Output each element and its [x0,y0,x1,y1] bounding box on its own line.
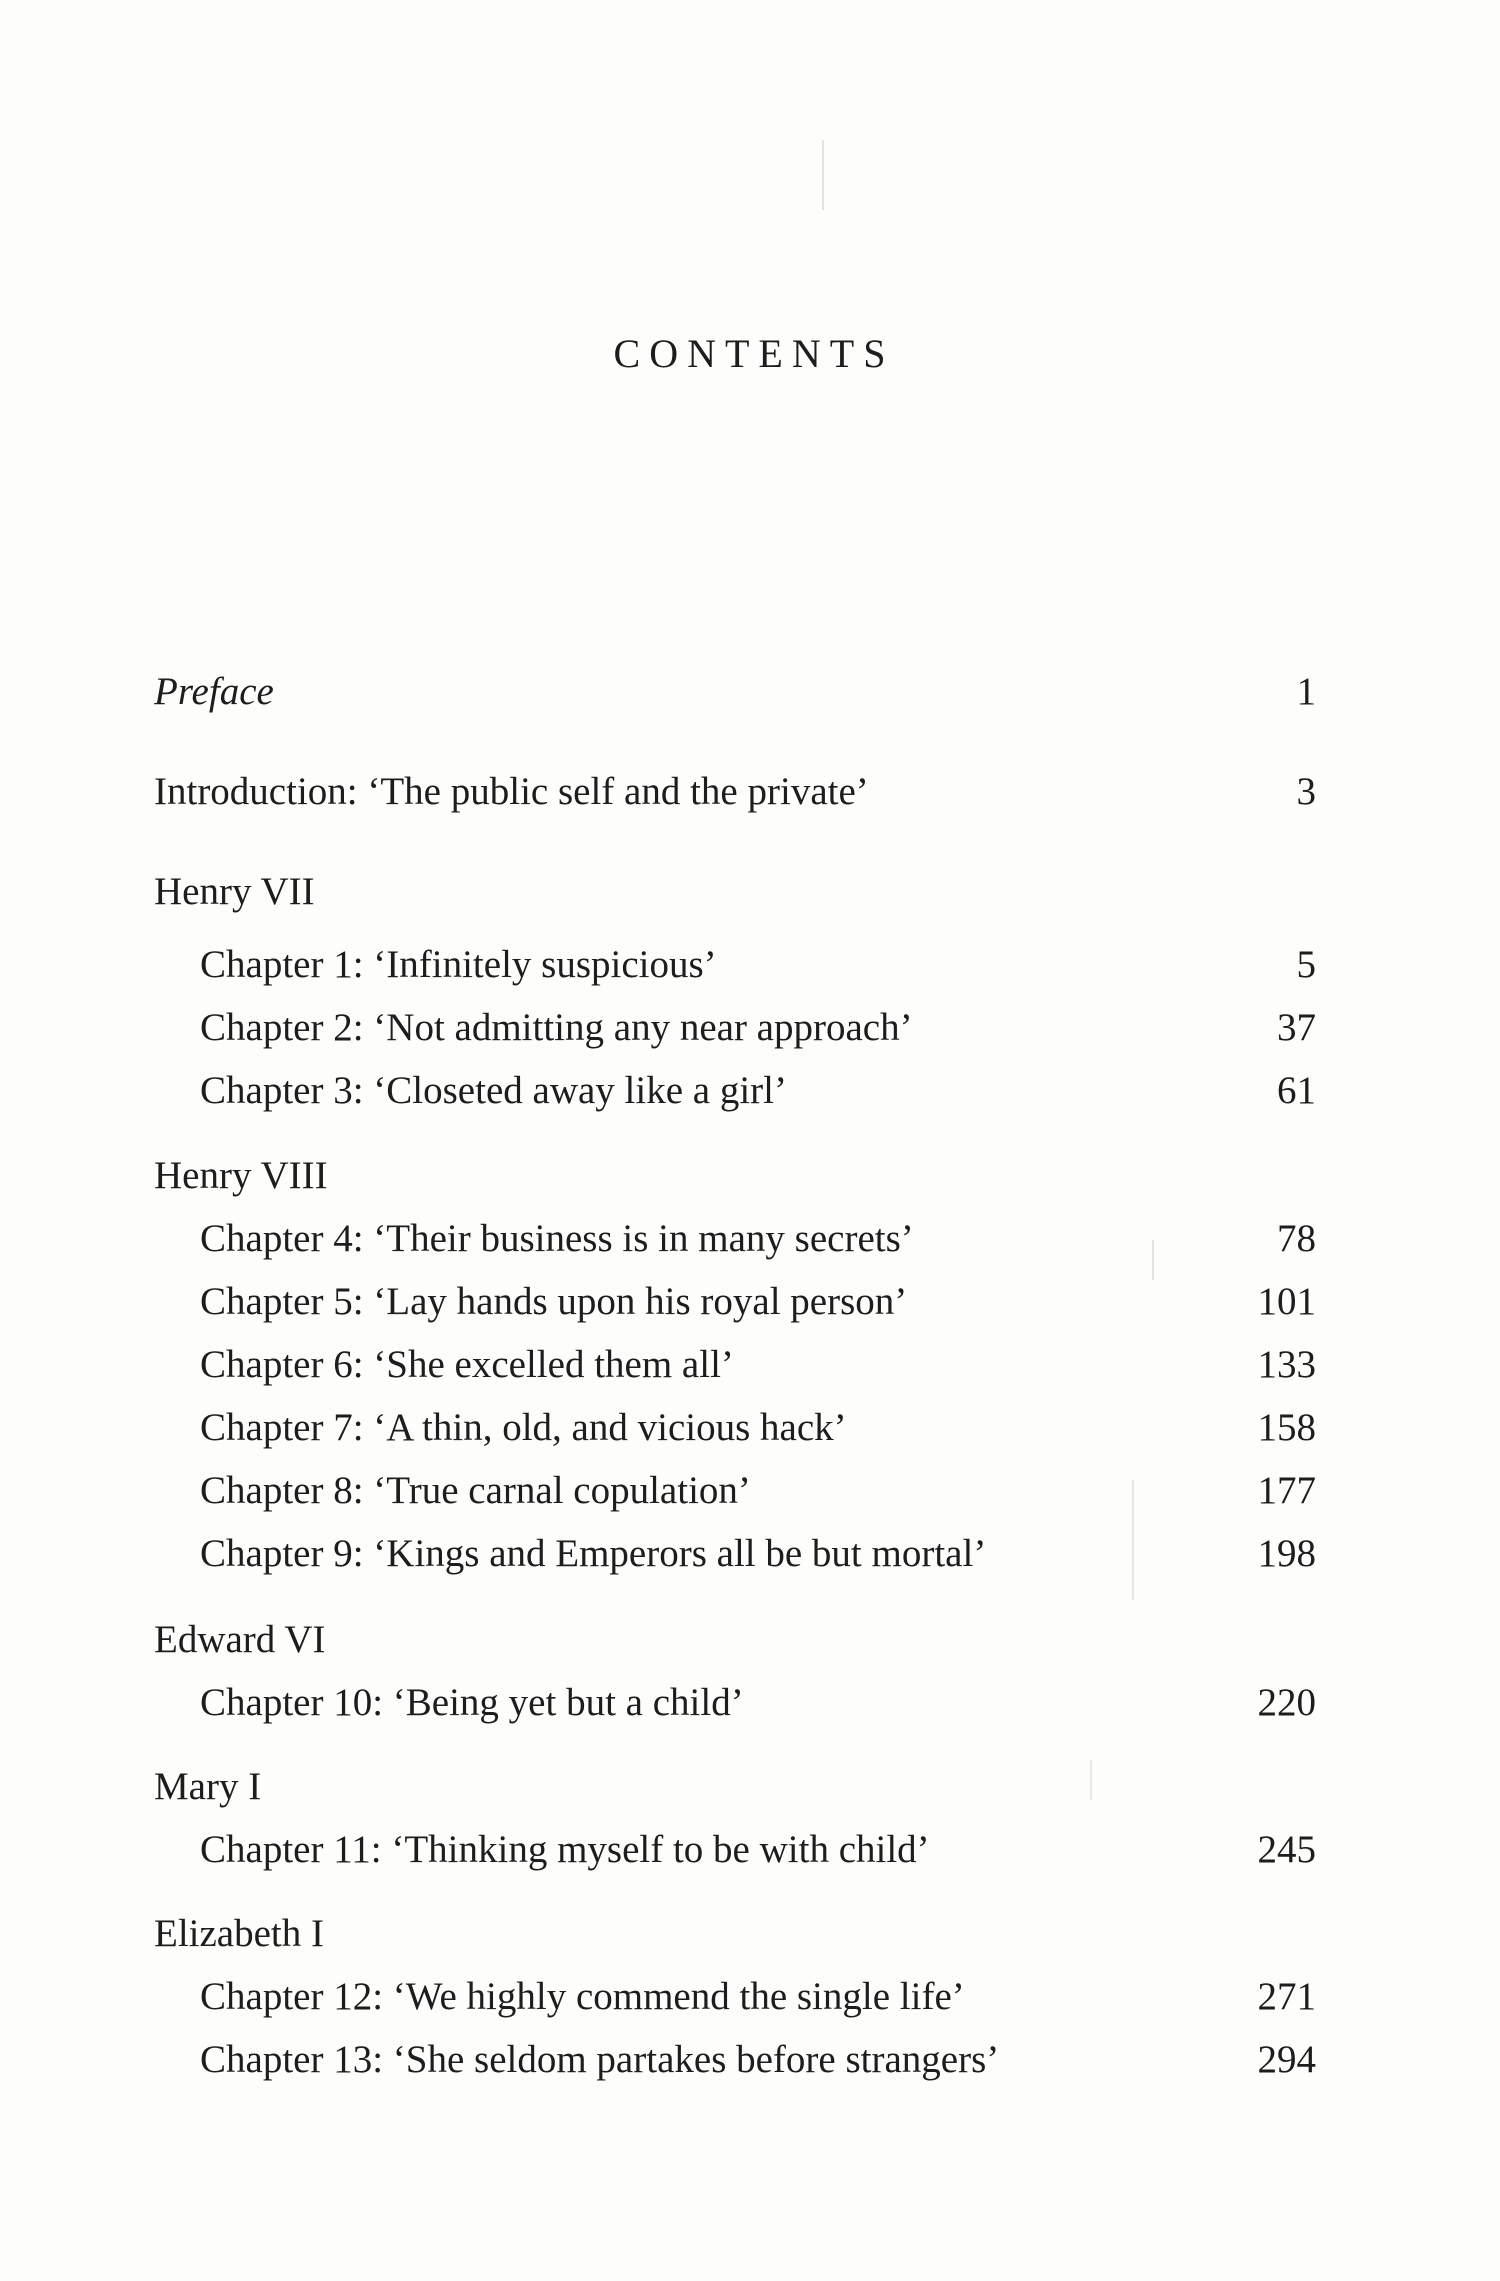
toc-entry-label: Chapter 6: ‘She excelled them all’ [200,1343,734,1386]
toc-entry-chapter-2[interactable] [0,998,1500,1058]
toc-entry-chapter-1[interactable] [0,935,1500,995]
toc-page-number: 158 [1257,1406,1316,1449]
toc-entry-label: Chapter 11: ‘Thinking myself to be with child’ [200,1828,930,1871]
toc-page-number: 37 [1277,1006,1316,1049]
toc-entry-chapter-9[interactable] [0,1524,1500,1584]
toc-entry-chapter-13[interactable] [0,2030,1500,2090]
paper-speck [822,140,824,210]
toc-page-number: 271 [1257,1975,1316,2018]
toc-section-heading: Henry VIII [154,1154,328,1197]
paper-speck [1090,1760,1092,1800]
toc-entry-chapter-6[interactable] [0,1335,1500,1395]
toc-section-heading: Henry VII [154,870,315,913]
toc-page-number: 133 [1257,1343,1316,1386]
toc-entry-introduction[interactable] [0,762,1500,822]
toc-entry-label: Chapter 13: ‘She seldom partakes before strangers’ [200,2038,1000,2081]
toc-entry-chapter-4[interactable] [0,1209,1500,1269]
toc-page-number: 101 [1257,1280,1316,1323]
toc-entry-chapter-8[interactable] [0,1461,1500,1521]
toc-entry-label: Introduction: ‘The public self and the private’ [154,770,869,813]
toc-section-heading: Elizabeth I [154,1912,324,1955]
contents-title: CONTENTS [613,331,895,376]
toc-page-number: 78 [1277,1217,1316,1260]
toc-page-number: 198 [1257,1532,1316,1575]
toc-entry-chapter-10[interactable] [0,1673,1500,1733]
toc-page-number: 220 [1257,1681,1316,1724]
toc-entry-label: Chapter 1: ‘Infinitely suspicious’ [200,943,717,986]
paper-speck [1132,1480,1134,1600]
paper-speck [1152,1240,1154,1280]
toc-section-heading: Edward VI [154,1618,326,1661]
toc-entry-chapter-12[interactable] [0,1967,1500,2027]
toc-entry-label: Chapter 3: ‘Closeted away like a girl’ [200,1069,787,1112]
toc-entry-chapter-5[interactable] [0,1272,1500,1332]
toc-entry-label: Chapter 5: ‘Lay hands upon his royal person’ [200,1280,908,1323]
toc-page-number: 177 [1257,1469,1316,1512]
toc-page-number: 245 [1257,1828,1316,1871]
toc-entry-chapter-7[interactable] [0,1398,1500,1458]
toc-entry-label: Preface [154,670,274,713]
toc-entry-label: Chapter 12: ‘We highly commend the single life’ [200,1975,965,2018]
toc-page-number: 3 [1296,770,1316,813]
toc-entry-label: Chapter 2: ‘Not admitting any near approach’ [200,1006,913,1049]
toc-page-number: 5 [1296,943,1316,986]
toc-entry-label: Chapter 4: ‘Their business is in many secrets’ [200,1217,914,1260]
toc-page-number: 61 [1277,1069,1316,1112]
toc-page-number: 294 [1257,2038,1316,2081]
toc-section-heading: Mary I [154,1765,262,1808]
toc-entry-label: Chapter 10: ‘Being yet but a child’ [200,1681,744,1724]
toc-entry-label: Chapter 7: ‘A thin, old, and vicious hack’ [200,1406,847,1449]
toc-entry-label: Chapter 8: ‘True carnal copulation’ [200,1469,751,1512]
toc-page-number: 1 [1296,670,1316,713]
toc-entry-chapter-3[interactable] [0,1061,1500,1121]
toc-entry-label: Chapter 9: ‘Kings and Emperors all be but mortal’ [200,1532,987,1575]
toc-entry-chapter-11[interactable] [0,1820,1500,1880]
toc-entry-preface[interactable] [0,662,1500,722]
